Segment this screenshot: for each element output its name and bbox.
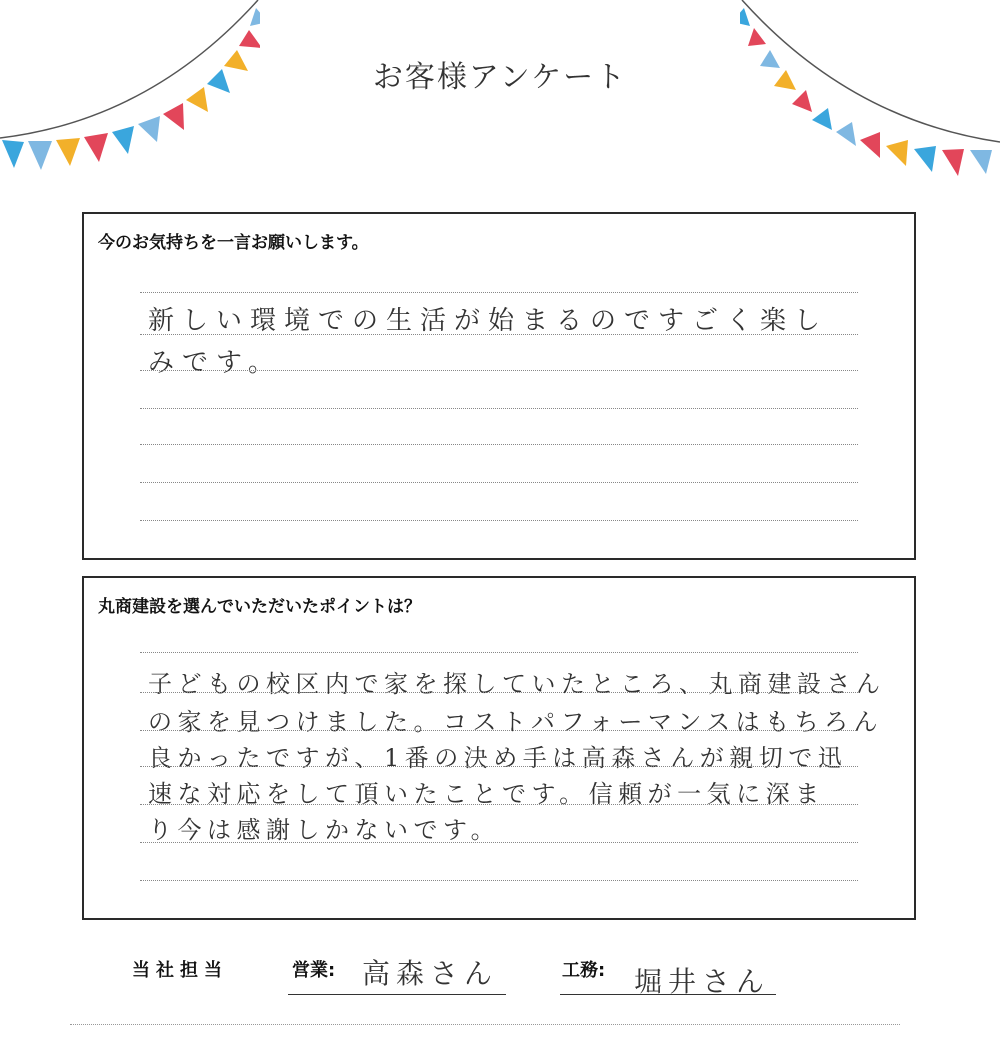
- handwritten-answer-line: り今は感謝しかないです。: [148, 816, 501, 844]
- question-label: 今のお気持ちを一言お願いします。: [98, 233, 369, 253]
- question-box-current-feelings: [82, 212, 916, 560]
- handwritten-answer-line: 良かったですが、1番の決め手は高森さんが親切で迅: [148, 744, 848, 772]
- construction-staff-name: 堀井さん: [634, 965, 771, 998]
- bottom-rule: [70, 1024, 900, 1025]
- writing-line: [140, 444, 858, 445]
- writing-line: [140, 766, 858, 767]
- staff-heading: 当社担当: [132, 960, 228, 981]
- writing-line: [140, 482, 858, 483]
- writing-line: [140, 652, 858, 653]
- page-title: お客様アンケート: [372, 60, 628, 95]
- writing-line: [140, 520, 858, 521]
- writing-line: [140, 730, 858, 731]
- sales-label: 営業:: [292, 960, 336, 981]
- writing-line: [140, 292, 858, 293]
- question-box-selection-reasons: [82, 576, 916, 920]
- handwritten-answer-line: みです。: [148, 348, 282, 378]
- writing-line: [140, 804, 858, 805]
- handwritten-answer-line: 新しい環境での生活が始まるのですごく楽し: [148, 306, 829, 336]
- writing-line: [140, 880, 858, 881]
- sales-staff-name: 高森さん: [362, 957, 499, 990]
- writing-line: [140, 334, 858, 335]
- construction-underline: [560, 994, 776, 995]
- sales-underline: [288, 994, 506, 995]
- handwritten-answer-line: 子どもの校区内で家を探していたところ、丸商建設さん: [148, 670, 886, 698]
- question-label: 丸商建設を選んでいただいたポイントは？: [98, 597, 421, 617]
- writing-line: [140, 692, 858, 693]
- handwritten-answer-line: 速な対応をして頂いたことです。信頼が一気に深ま: [148, 780, 825, 808]
- handwritten-answer-line: の家を見つけました。コストパフォーマンスはもちろん: [148, 708, 884, 736]
- writing-line: [140, 842, 858, 843]
- writing-line: [140, 408, 858, 409]
- writing-line: [140, 370, 858, 371]
- construction-label: 工務:: [562, 960, 606, 981]
